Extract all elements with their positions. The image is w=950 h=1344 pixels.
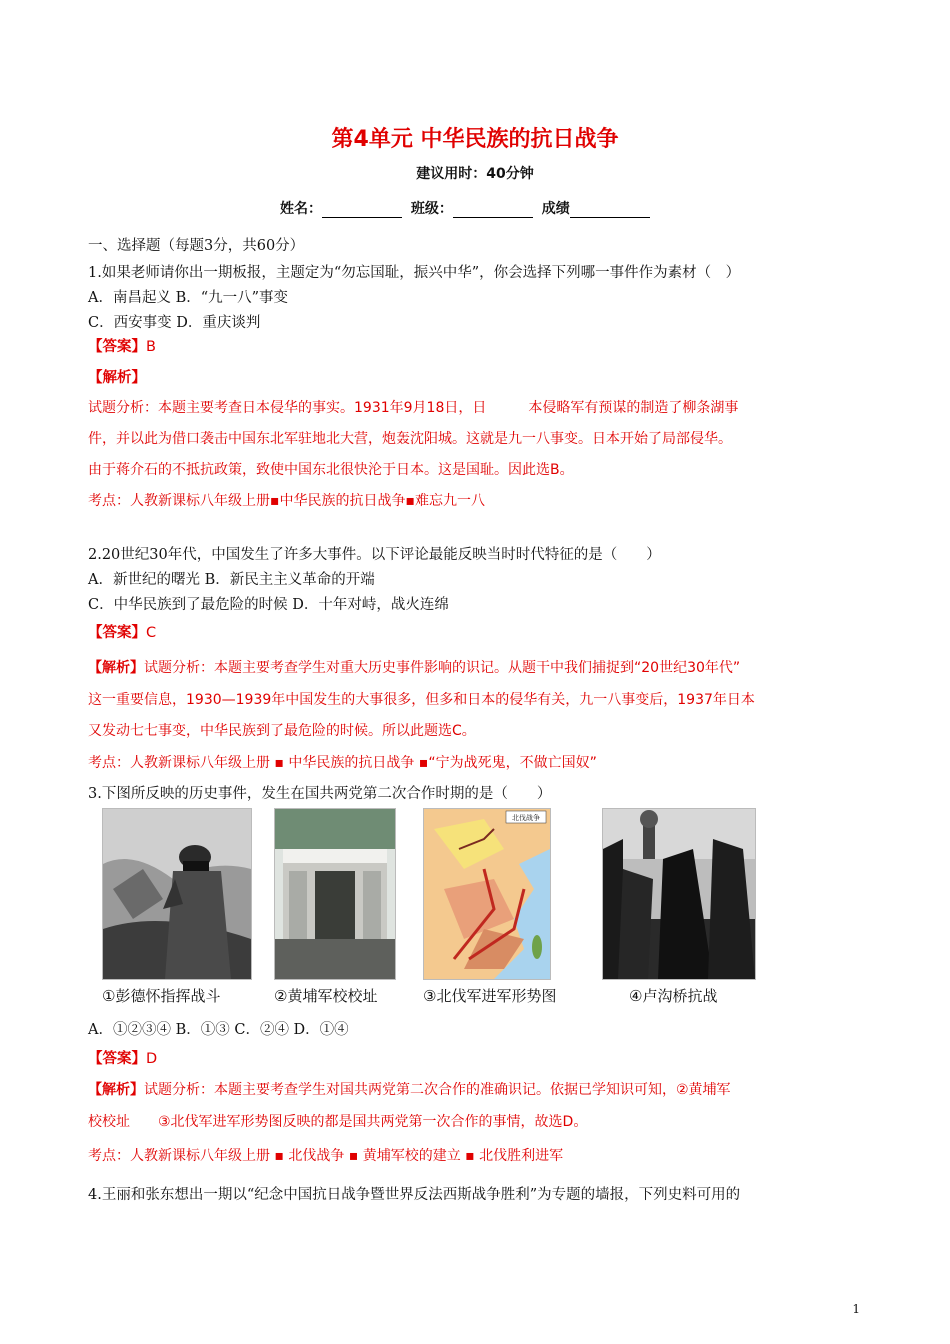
answer-value: D (146, 1051, 158, 1067)
analysis-text: 试题分析：本题主要考查学生对重大历史事件影响的识记。从题干中我们捕捉到“20世纪30年代” (144, 660, 741, 676)
q2-answer (88, 621, 156, 642)
class-blank[interactable] (453, 203, 533, 218)
suggested-time: 建议用时：40分钟 (416, 166, 534, 182)
q4-stem: 4.王丽和张东想出一期以“纪念中国抗日战争暨世界反法西斯战争胜利”为专题的墙报，下列史料可用的 (88, 1187, 741, 1203)
q2-stem: 2.20世纪30年代，中国发生了许多大事件。以下评论最能反映当时时代特征的是（ ） (88, 547, 661, 563)
photo-marco-polo-bridge (602, 808, 756, 980)
answer-label: 【答案】 (88, 625, 146, 641)
q1-options-cd: C．西安事变 D．重庆谈判 (88, 315, 261, 331)
q2-options-ab: A．新世纪的曙光 B．新民主主义革命的开端 (88, 572, 375, 588)
caption-2: ②黄埔军校校址 (274, 987, 378, 1005)
answer-value: B (146, 339, 156, 355)
q3-answer (88, 1047, 157, 1068)
page-number: 1 (852, 1302, 860, 1316)
analysis-label: 【解析】 (88, 1082, 144, 1098)
answer-label: 【答案】 (88, 339, 146, 355)
q1-stem: 1.如果老师请你出一期板报，主题定为“勿忘国耻，振兴中华”，你会选择下列哪一事件作为素材（ ） (88, 265, 741, 281)
q3-analysis-line: 校校址 ③北伐军进军形势图反映的都是国共两党第一次合作的事情，故选D。 (88, 1114, 588, 1130)
score-blank[interactable] (570, 203, 650, 218)
q3-stem: 3.下图所反映的历史事件，发生在国共两党第二次合作时期的是（ ） (88, 786, 552, 802)
photo-peng-dehuai (102, 808, 252, 980)
analysis-label: 【解析】 (88, 660, 144, 676)
name-label: 姓名： (280, 201, 322, 217)
q3-options: A．①②③④ B．①③ C．②④ D．①④ (88, 1022, 349, 1038)
caption-1: ①彭德怀指挥战斗 (102, 987, 221, 1005)
q1-point: 考点：人教新课标八年级上册▪中华民族的抗日战争▪难忘九一八 (88, 493, 485, 509)
analysis-text: 试题分析：本题主要考查学生对国共两党第二次合作的准确识记。依据已学知识可知，②黄埔军 (144, 1082, 731, 1098)
q1-analysis-line: 试题分析：本题主要考查日本侵华的事实。1931年9月18日，日 本侵略军有预谋的制造了柳条湖事 (88, 400, 739, 416)
caption-3: ③北伐军进军形势图 (423, 987, 557, 1005)
answer-value: C (146, 625, 157, 641)
map-northern-expedition (423, 808, 551, 980)
answer-label: 【答案】 (88, 1051, 146, 1067)
caption-4: ④卢沟桥抗战 (629, 987, 718, 1005)
name-bar (280, 198, 654, 218)
map-title: 北伐战争 (512, 814, 540, 822)
score-label: 成绩 (541, 201, 570, 217)
q1-analysis-line: 由于蒋介石的不抵抗政策，致使中国东北很快沦于日本。这是国耻。因此选B。 (88, 462, 574, 478)
section-heading: 一、选择题（每题3分，共60分） (88, 238, 305, 254)
name-blank[interactable] (322, 203, 402, 218)
q2-analysis-line: 这一重要信息，1930—1939年中国发生的大事很多，但多和日本的侵华有关，九一八事变后，1937年日本 (88, 692, 755, 708)
class-label: 班级： (410, 201, 453, 217)
page-title: 第4单元 中华民族的抗日战争 (331, 127, 619, 152)
photo-whampoa-academy (274, 808, 396, 980)
q2-options-cd: C．中华民族到了最危险的时候 D．十年对峙，战火连绵 (88, 597, 449, 613)
q2-analysis-line (88, 657, 740, 677)
q2-point: 考点：人教新课标八年级上册 ▪ 中华民族的抗日战争 ▪“宁为战死鬼，不做亡国奴” (88, 755, 597, 771)
q1-options-ab: A．南昌起义 B．“九一八”事变 (88, 290, 289, 306)
q3-point: 考点：人教新课标八年级上册 ▪ 北伐战争 ▪ 黄埔军校的建立 ▪ 北伐胜利进军 (88, 1148, 564, 1164)
q2-analysis-line: 又发动七七事变，中华民族到了最危险的时候。所以此题选C。 (88, 723, 476, 739)
q1-analysis-line: 件，并以此为借口袭击中国东北军驻地北大营，炮轰沈阳城。这就是九一八事变。日本开始了局部侵华。 (88, 431, 732, 447)
q1-analysis-label: 【解析】 (88, 370, 146, 386)
q1-answer (88, 335, 156, 356)
q3-analysis-line (88, 1079, 731, 1099)
